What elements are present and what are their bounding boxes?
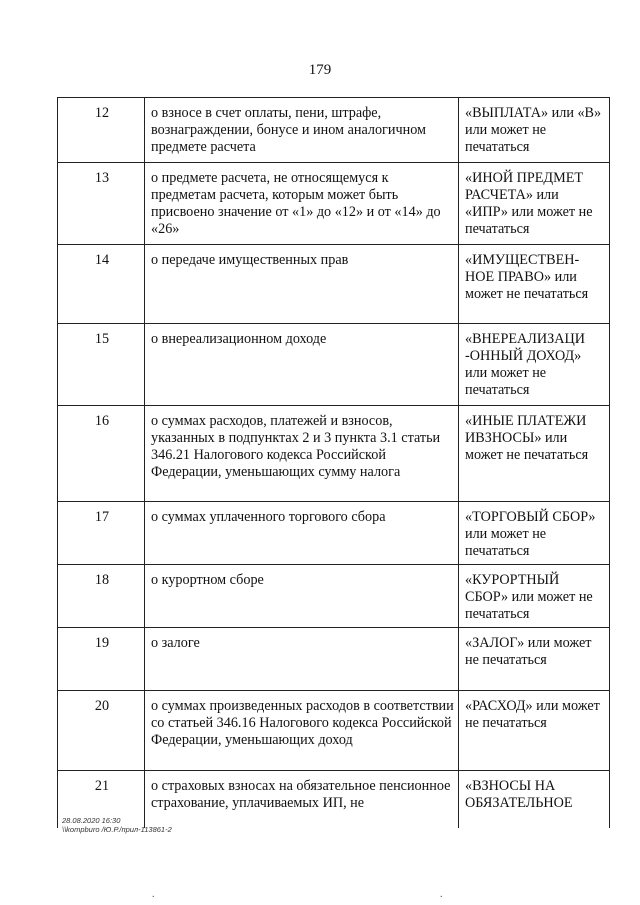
table-row <box>58 565 610 628</box>
table-row <box>58 245 610 324</box>
row-number: 16 <box>58 406 145 502</box>
row-print-value: «ИНЫЕ ПЛАТЕЖИ ИВЗНОСЫ» или может не печататься <box>459 406 610 502</box>
table-row <box>58 324 610 406</box>
row-number: 21 <box>58 771 145 829</box>
row-number: 17 <box>58 502 145 565</box>
row-description: о взносе в счет оплаты, пени, штрафе, вознаграждении, бонусе и ином аналогичном предмете расчета <box>145 98 459 163</box>
row-print-value: «КУРОРТНЫЙ СБОР» или может не печататься <box>459 565 610 628</box>
row-description: о курортном сборе <box>145 565 459 628</box>
row-print-value: «ЗАЛОГ» или может не печататься <box>459 628 610 691</box>
table-row <box>58 406 610 502</box>
row-description: о суммах уплаченного торгового сбора <box>145 502 459 565</box>
row-description: о передаче имущественных прав <box>145 245 459 324</box>
scan-mark-left: . <box>152 889 155 900</box>
row-number: 12 <box>58 98 145 163</box>
row-description: о суммах произведенных расходов в соответствии со статьей 346.16 Налогового кодекса Российской Федерации, уменьшающих доход <box>145 691 459 771</box>
table-row <box>58 163 610 245</box>
row-print-value: «РАСХОД» или может не печататься <box>459 691 610 771</box>
footer-file-path: \\kompburo /Ю.Р./прил-113861-2 <box>62 825 172 834</box>
row-print-value: «ИМУЩЕСТВЕН-НОЕ ПРАВО» или может не печататься <box>459 245 610 324</box>
row-description: о суммах расходов, платежей и взносов, указанных в подпунктах 2 и 3 пункта 3.1 статьи 346.21 Налогового кодекса Российской Федерации, уменьшающих сумму налога <box>145 406 459 502</box>
row-description: о залоге <box>145 628 459 691</box>
row-description: о предмете расчета, не относящемуся к предметам расчета, которым может быть присвоено значение от «1» до «12» и от «14» до «26» <box>145 163 459 245</box>
scan-mark-right: . <box>440 889 443 900</box>
row-number: 15 <box>58 324 145 406</box>
row-print-value: «ТОРГОВЫЙ СБОР» или может не печататься <box>459 502 610 565</box>
table-row <box>58 691 610 771</box>
document-table <box>57 97 610 828</box>
table-row <box>58 98 610 163</box>
document-footer <box>62 816 172 834</box>
row-number: 13 <box>58 163 145 245</box>
row-description: о страховых взносах на обязательное пенсионное страхование, уплачиваемых ИП, не <box>145 771 459 829</box>
row-print-value: «ИНОЙ ПРЕДМЕТ РАСЧЕТА» или «ИПР» или может не печататься <box>459 163 610 245</box>
row-number: 20 <box>58 691 145 771</box>
footer-timestamp: 28.08.2020 16:30 <box>62 816 121 825</box>
table-row <box>58 628 610 691</box>
row-print-value: «ВНЕРЕАЛИЗАЦИ -ОННЫЙ ДОХОД» или может не печататься <box>459 324 610 406</box>
row-print-value: «ВЗНОСЫ НА ОБЯЗАТЕЛЬНОЕ <box>459 771 610 829</box>
table-row <box>58 502 610 565</box>
row-description: о внереализационном доходе <box>145 324 459 406</box>
row-number: 14 <box>58 245 145 324</box>
row-number: 19 <box>58 628 145 691</box>
row-print-value: «ВЫПЛАТА» или «В» или может не печататься <box>459 98 610 163</box>
page-number: 179 <box>308 62 332 78</box>
row-number: 18 <box>58 565 145 628</box>
